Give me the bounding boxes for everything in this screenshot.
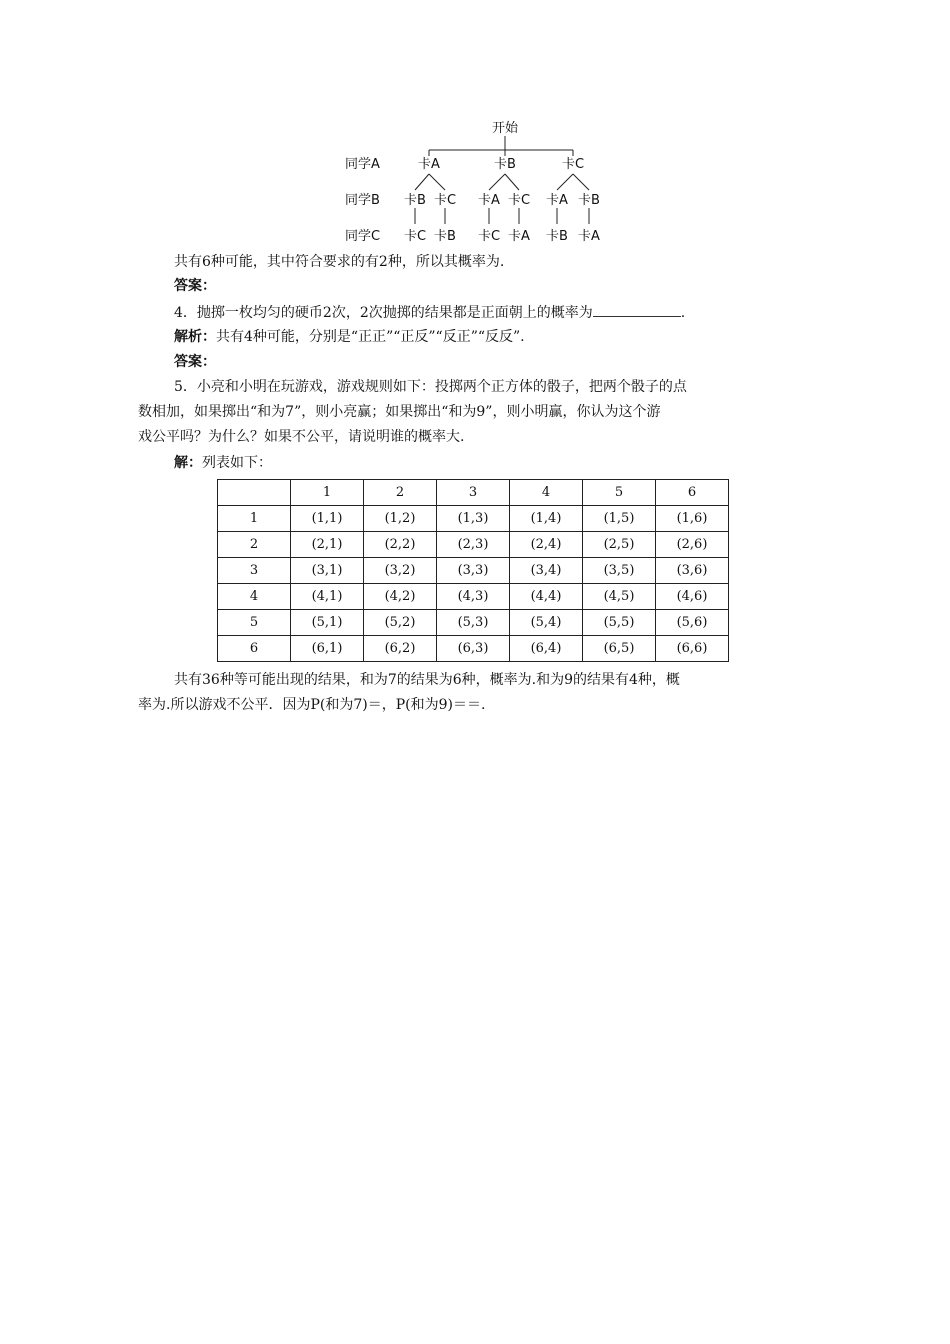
analysis-text: 共有4种可能，分别是“正正”“正反”“反正”“反反”. [216,329,525,345]
table-row [218,506,729,532]
analysis-4 [174,327,525,347]
table-cell: 2 [218,532,291,558]
table-cell: (1,1) [291,506,364,532]
tree-node-l2: 卡A [546,193,568,208]
tree-edge [557,174,573,190]
tree-node-l1: 卡B [494,157,516,172]
table-cell: (5,5) [583,610,656,636]
table-cell: (6,4) [510,636,583,662]
table-cell: (5,2) [364,610,437,636]
tree-node-l2: 卡B [404,193,426,208]
tree-edges [415,136,589,224]
question-5-line-2: 数相加，如果掷出“和为7”，则小亮赢；如果掷出“和为9”，则小明赢，你认为这个游 [138,404,661,420]
paragraph-probability-3: 共有6种可能，其中符合要求的有2种，所以其概率为. [174,254,505,270]
table-row [218,558,729,584]
table-header-cell: 2 [364,480,437,506]
question-4-text: 4．抛掷一枚均匀的硬币2次，2次抛掷的结果都是正面朝上的概率为 [174,305,593,321]
solution-text: 列表如下： [202,455,272,471]
tree-diagram-svg [345,118,615,248]
table-cell: (4,3) [437,584,510,610]
table-cell: (6,2) [364,636,437,662]
table-cell: (3,5) [583,558,656,584]
conclusion-line-2: 率为.所以游戏不公平．因为P(和为7)＝，P(和为9)＝＝. [138,697,486,713]
table-cell: (3,4) [510,558,583,584]
tree-node-l3: 卡B [434,229,456,244]
table-cell: (3,6) [656,558,729,584]
table-row [218,636,729,662]
tree-node-l2: 卡A [478,193,500,208]
table-cell: (5,1) [291,610,364,636]
table-cell: 5 [218,610,291,636]
question-5-line-3: 戏公平吗？为什么？如果不公平，请说明谁的概率大. [138,429,465,445]
table-cell: (2,1) [291,532,364,558]
tree-diagram [345,118,615,248]
table-cell: (5,4) [510,610,583,636]
table-cell: 3 [218,558,291,584]
table-header-cell: 6 [656,480,729,506]
table-row [218,532,729,558]
question-4-end: . [680,305,686,321]
tree-edge [415,174,429,190]
table-cell: (4,4) [510,584,583,610]
table-cell: (4,5) [583,584,656,610]
table-header-cell: 3 [437,480,510,506]
tree-node-l2: 卡B [578,193,600,208]
table-cell: (6,6) [656,636,729,662]
answer-blank [593,302,681,317]
conclusion-line-1: 共有36种等可能出现的结果，和为7的结果为6种，概率为.和为9的结果有4种，概 [174,672,680,688]
tree-node-l2: 卡C [433,193,457,208]
table-cell: (3,2) [364,558,437,584]
table-cell: (1,3) [437,506,510,532]
table-header-cell: 1 [291,480,364,506]
tree-edge [429,174,445,190]
tree-node-l1: 卡C [561,157,585,172]
table-cell: (6,1) [291,636,364,662]
tree-edge [489,174,505,190]
table-cell: (6,5) [583,636,656,662]
table-cell: (2,3) [437,532,510,558]
table-cell: (5,6) [656,610,729,636]
row-label-a: 同学A [345,157,380,172]
tree-node-l3: 卡A [508,229,530,244]
tree-node-l2: 卡C [507,193,531,208]
table-cell: 1 [218,506,291,532]
answer-label-3: 答案： [174,278,216,294]
table-cell: (4,6) [656,584,729,610]
analysis-label: 解析： [174,329,216,345]
table-row [218,610,729,636]
table-header-row [218,480,729,506]
table-cell: (3,3) [437,558,510,584]
table-cell: 6 [218,636,291,662]
tree-root: 开始 [491,121,519,136]
table-cell: (1,6) [656,506,729,532]
tree-node-l3: 卡C [403,229,427,244]
row-label-c: 同学C [345,229,381,244]
tree-edge [573,174,589,190]
table-cell: (4,1) [291,584,364,610]
table-cell: (2,6) [656,532,729,558]
table-cell: (2,4) [510,532,583,558]
tree-node-l1: 卡A [418,157,440,172]
table-header-cell [218,480,291,506]
solution-5 [174,453,272,473]
table-row [218,584,729,610]
tree-node-l3: 卡A [578,229,600,244]
solution-label: 解： [174,455,202,471]
table-cell: (2,5) [583,532,656,558]
table-cell: (4,2) [364,584,437,610]
answer-label-4: 答案： [174,354,216,370]
table-cell: (1,5) [583,506,656,532]
tree-node-l3: 卡C [477,229,501,244]
dice-sum-table [217,479,729,662]
table-cell: (1,2) [364,506,437,532]
question-5-line-1: 5．小亮和小明在玩游戏，游戏规则如下：投掷两个正方体的骰子，把两个骰子的点 [174,379,687,395]
table-header-cell: 4 [510,480,583,506]
tree-node-l3: 卡B [546,229,568,244]
table-cell: (5,3) [437,610,510,636]
table-header-cell: 5 [583,480,656,506]
table-cell: (3,1) [291,558,364,584]
table-cell: (2,2) [364,532,437,558]
table-cell: (6,3) [437,636,510,662]
row-label-b: 同学B [345,193,380,208]
table-cell: (1,4) [510,506,583,532]
question-4 [174,302,685,323]
table-cell: 4 [218,584,291,610]
tree-edge [505,174,519,190]
